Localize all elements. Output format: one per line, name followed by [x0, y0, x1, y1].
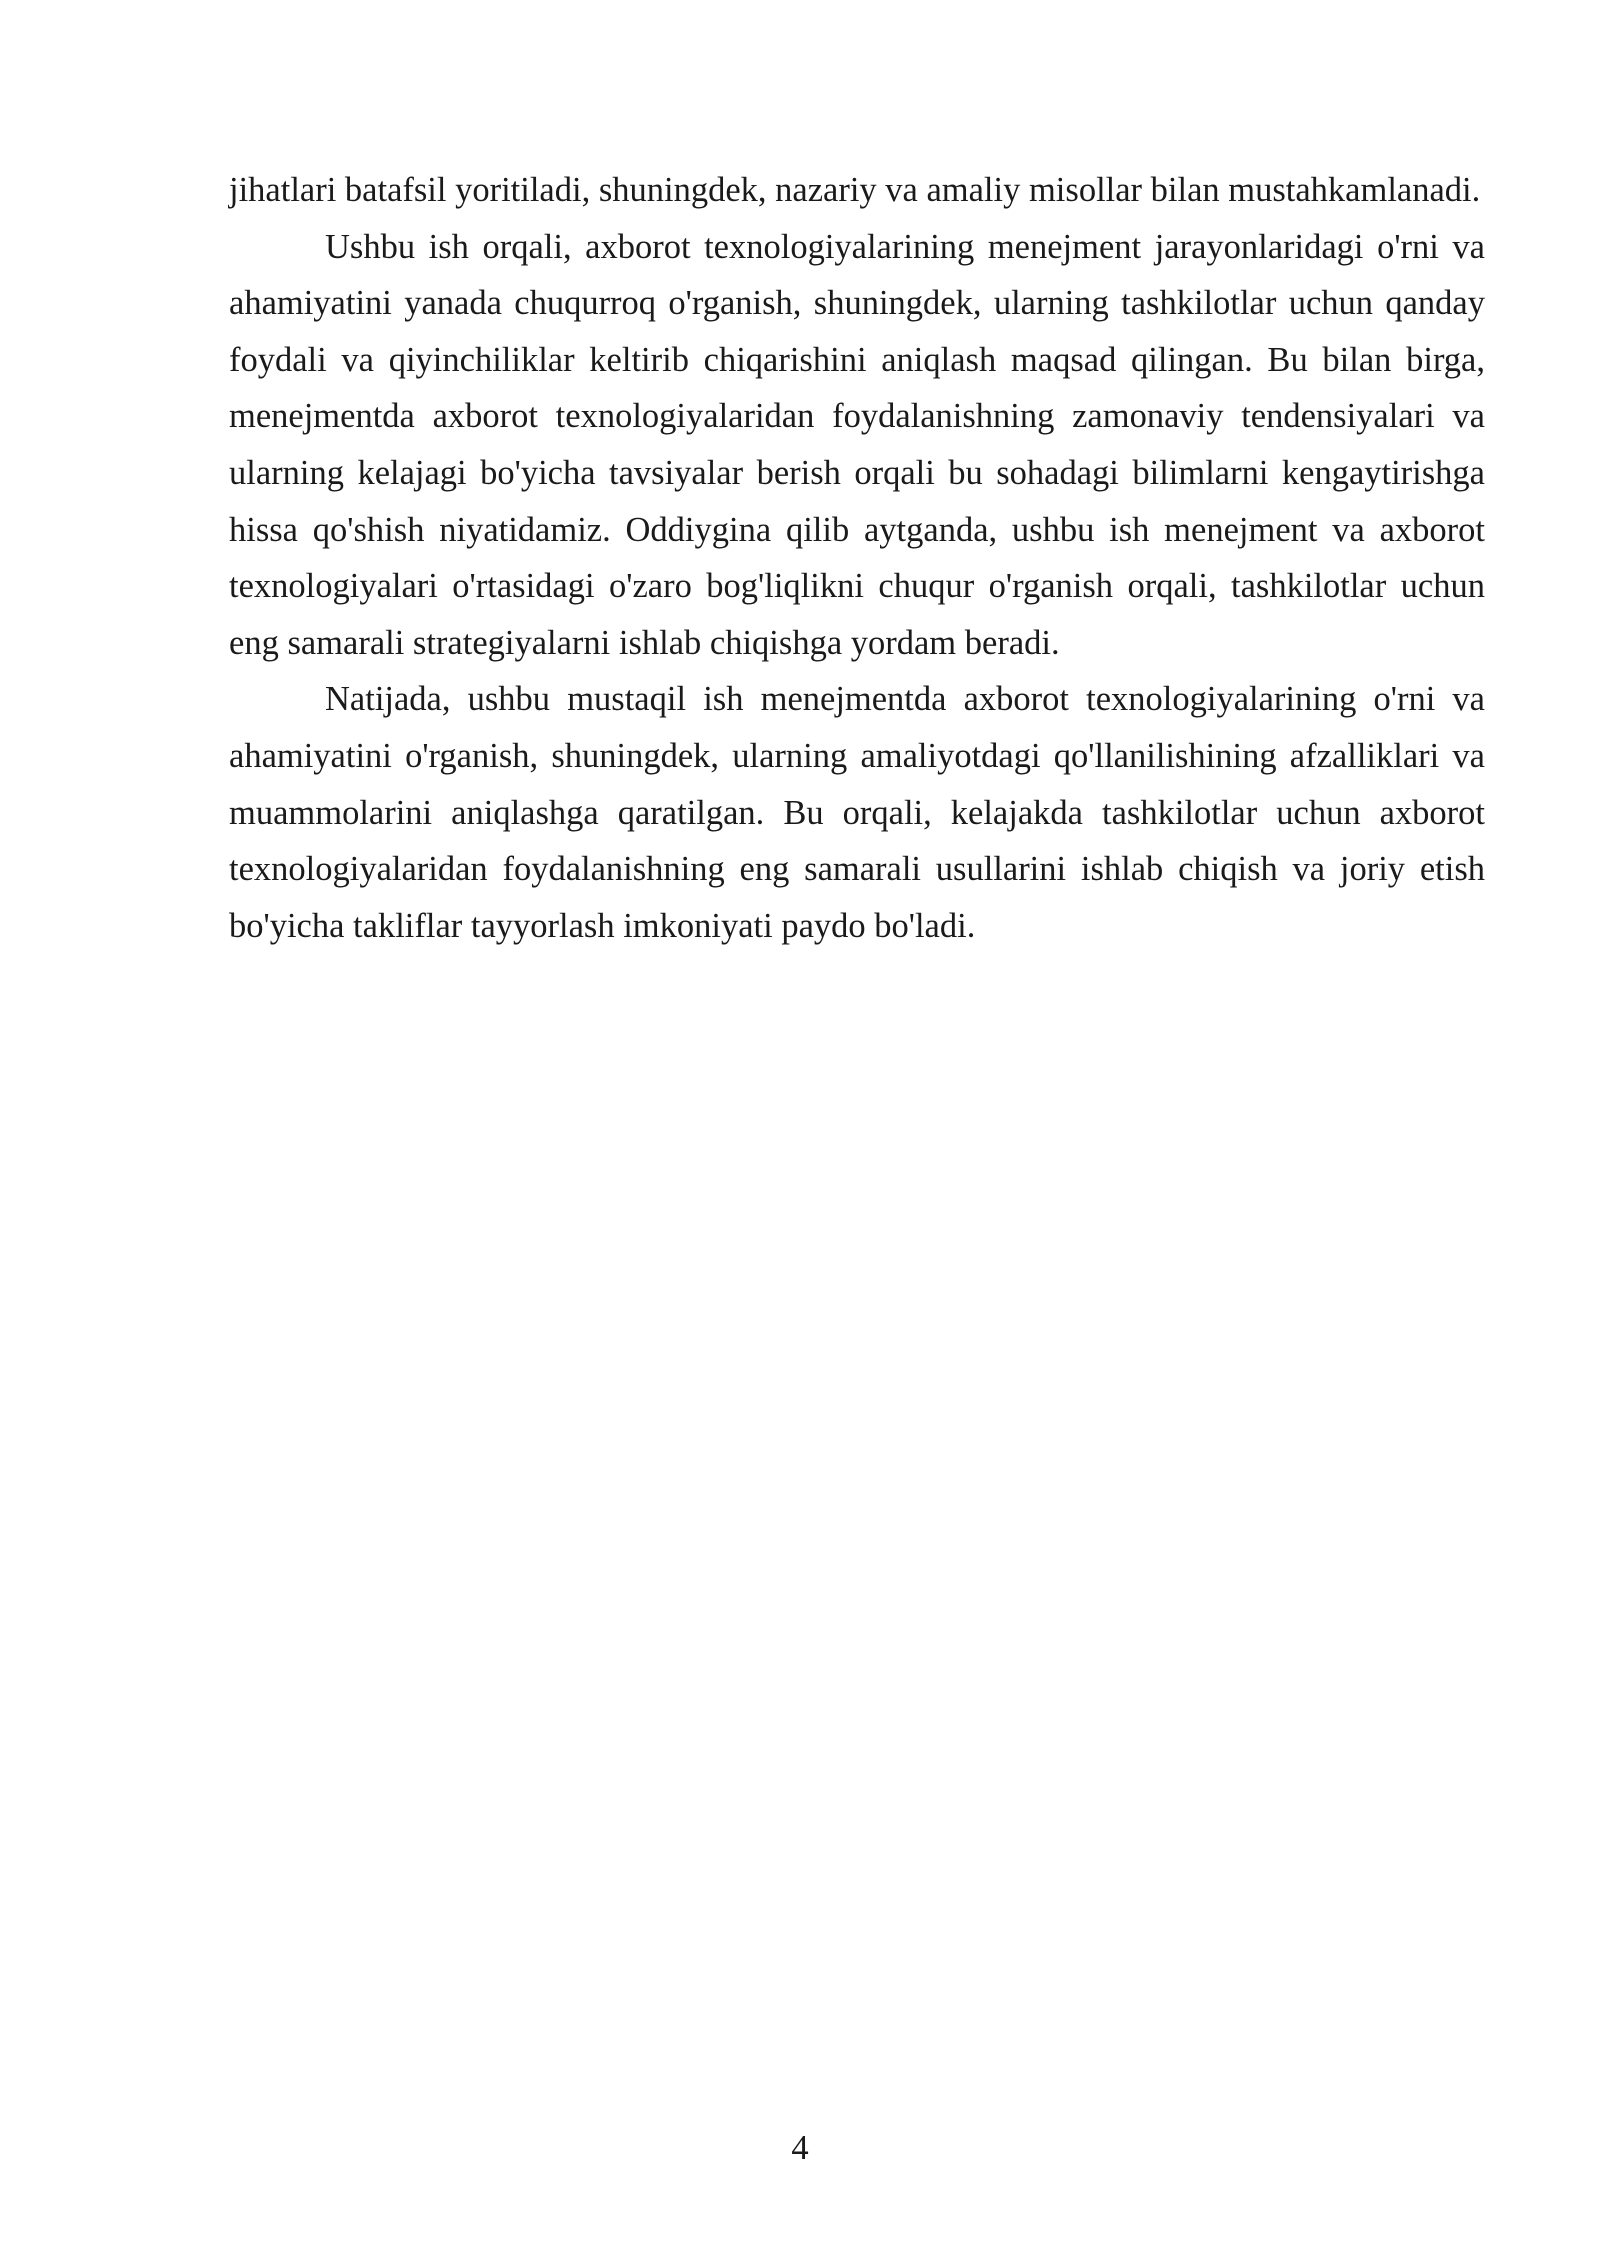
paragraph-purpose: Ushbu ish orqali, axborot texnologiyalarining menejment jarayonlaridagi o'rni va ahamiyatini yanada chuqurroq o'rganish, shuningdek, ularning tashkilotlar uchun qanday foydali va qiyinchiliklar keltirib chiqarishini aniqlash maqsad qilingan. Bu bilan birga, menejmentda axborot texnologiyalaridan foydalanishning zamonaviy tendensiyalari va ularning kelajagi bo'yicha tavsiyalar berish orqali bu sohadagi bilimlarni kengaytirishga hissa qo'shish niyatidamiz. Oddiygina qilib aytganda, ushbu ish menejment va axborot texnologiyalari o'rtasidagi o'zaro bog'liqlikni chuqur o'rganish orqali, tashkilotlar uchun eng samarali strategiyalarni ishlab chiqishga yordam beradi.: [229, 227, 1485, 662]
paragraph-conclusion: Natijada, ushbu mustaqil ish menejmentda axborot texnologiyalarining o'rni va ahamiyatini o'rganish, shuningdek, ularning amaliyotdagi qo'llanilishining afzalliklari va muammolarini aniqlashga qaratilgan. Bu orqali, kelajakda tashkilotlar uchun axborot texnologiyalaridan foydalanishning eng samarali usullarini ishlab chiqish va joriy etish bo'yicha takliflar tayyorlash imkoniyati paydo bo'ladi.: [229, 680, 1485, 945]
page-number: 4: [791, 2129, 809, 2167]
paragraph-continuation: jihatlari batafsil yoritiladi, shuningdek, nazariy va amaliy misollar bilan mustahkamlanadi.: [229, 171, 1481, 209]
document-body: [229, 162, 1485, 954]
